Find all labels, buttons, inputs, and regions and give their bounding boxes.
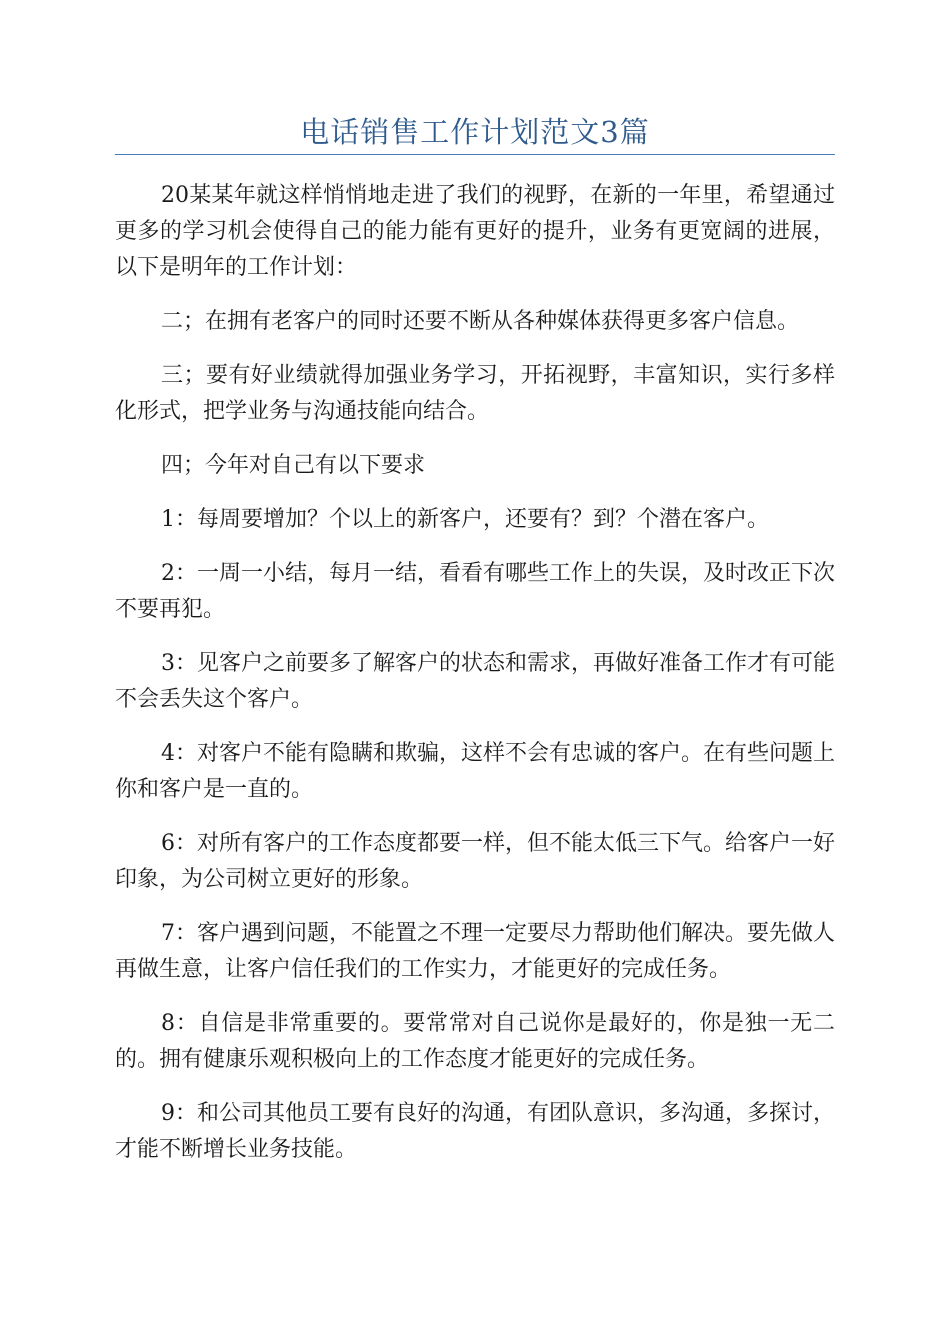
requirement-2: 2：一周一小结，每月一结，看看有哪些工作上的失误，及时改正下次不要再犯。 <box>115 561 835 622</box>
requirement-4: 4：对客户不能有隐瞒和欺骗，这样不会有忠诚的客户。在有些问题上你和客户是一直的。 <box>115 741 835 802</box>
paragraph-item-4: 四；今年对自己有以下要求 <box>161 453 426 478</box>
requirement-8: 8：自信是非常重要的。要常常对自己说你是最好的，你是独一无二的。拥有健康乐观积极向上的工作态度才能更好的完成任务。 <box>115 1011 835 1072</box>
requirement-1: 1：每周要增加？个以上的新客户，还要有？到？个潜在客户。 <box>161 507 769 532</box>
paragraph-item-3: 三；要有好业绩就得加强业务学习，开拓视野，丰富知识，实行多样化形式，把学业务与沟通技能向结合。 <box>115 363 835 424</box>
paragraph-item-2: 二；在拥有老客户的同时还要不断从各种媒体获得更多客户信息。 <box>161 309 800 334</box>
document-title: 电话销售工作计划范文3篇 <box>300 115 650 149</box>
paragraph-intro: 20某某年就这样悄悄地走进了我们的视野，在新的一年里，希望通过更多的学习机会使得自己的能力能有更好的提升，业务有更宽阔的进展，以下是明年的工作计划： <box>115 183 835 280</box>
requirement-3: 3：见客户之前要多了解客户的状态和需求，再做好准备工作才有可能不会丢失这个客户。 <box>115 651 835 712</box>
document-body <box>115 178 835 1186</box>
requirement-6: 6：对所有客户的工作态度都要一样，但不能太低三下气。给客户一好印象，为公司树立更好的形象。 <box>115 831 835 892</box>
requirement-7: 7：客户遇到问题，不能置之不理一定要尽力帮助他们解决。要先做人再做生意，让客户信任我们的工作实力，才能更好的完成任务。 <box>115 921 835 982</box>
title-underline <box>115 154 835 155</box>
requirement-9: 9：和公司其他员工要有良好的沟通，有团队意识，多沟通，多探讨，才能不断增长业务技能。 <box>115 1101 835 1162</box>
